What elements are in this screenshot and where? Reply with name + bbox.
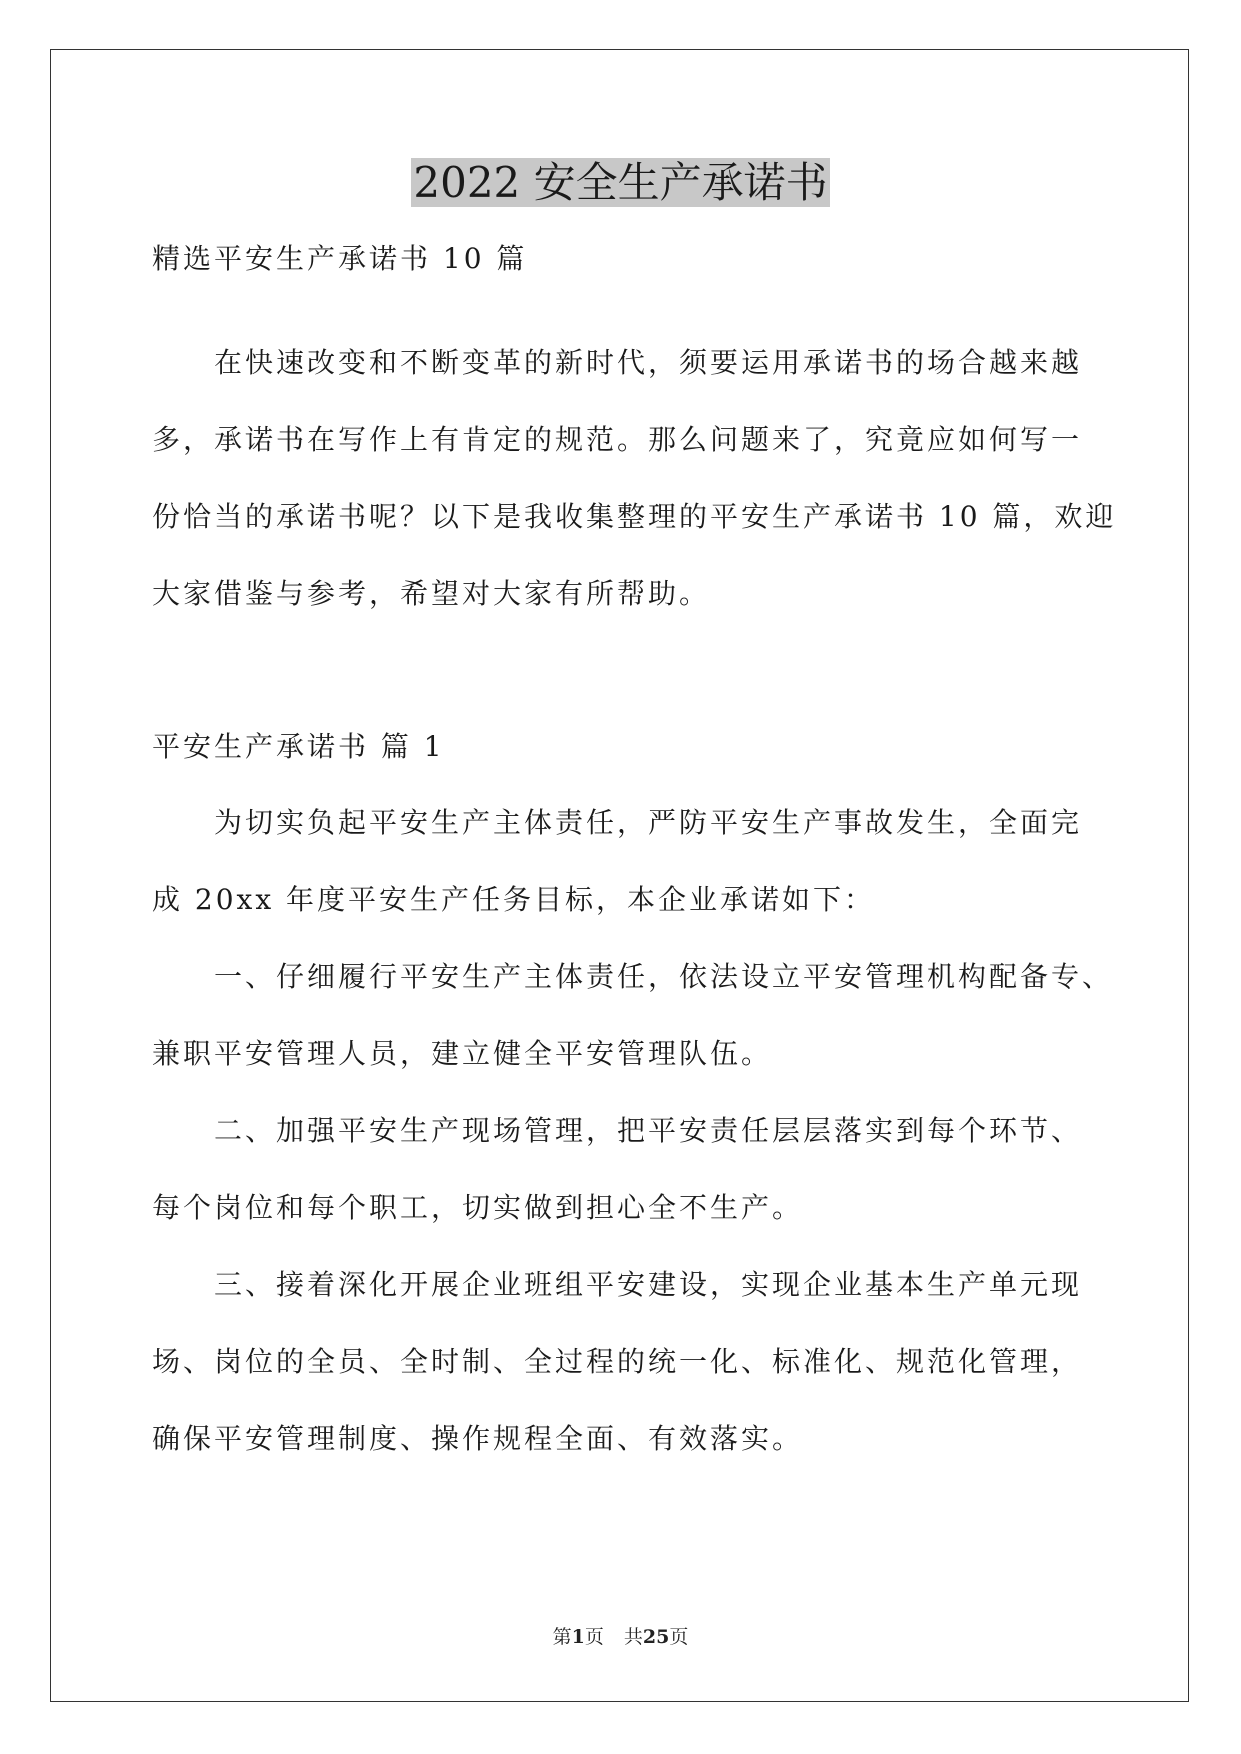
intro-paragraph-line: 份恰当的承诺书呢？以下是我收集整理的平安生产承诺书 10 篇，欢迎	[152, 500, 1117, 533]
page-unit: 页	[584, 1626, 604, 1648]
body-paragraph-line: 三、接着深化开展企业班组平安建设，实现企业基本生产单元现	[214, 1268, 1083, 1301]
body-paragraph-line: 每个岗位和每个职工，切实做到担心全不生产。	[152, 1191, 804, 1224]
section-heading: 平安生产承诺书 篇 1	[152, 730, 445, 763]
body-paragraph-line: 成 20xx 年度平安生产任务目标，本企业承诺如下：	[152, 883, 876, 916]
page-title	[0, 155, 1241, 211]
body-paragraph-line: 确保平安管理制度、操作规程全面、有效落实。	[152, 1422, 804, 1455]
intro-paragraph-line: 多，承诺书在写作上有肯定的规范。那么问题来了，究竟应如何写一	[152, 423, 1083, 456]
subtitle-line: 精选平安生产承诺书 10 篇	[152, 242, 528, 275]
body-paragraph-line: 一、仔细履行平安生产主体责任，依法设立平安管理机构配备专、	[214, 960, 1114, 993]
intro-paragraph-line: 大家借鉴与参考，希望对大家有所帮助。	[152, 577, 711, 610]
page-total: 25	[642, 1626, 670, 1648]
page-prefix: 第	[552, 1626, 572, 1648]
body-paragraph-line: 二、加强平安生产现场管理，把平安责任层层落实到每个环节、	[214, 1114, 1083, 1147]
body-paragraph-line: 为切实负起平安生产主体责任，严防平安生产事故发生，全面完	[214, 806, 1083, 839]
body-paragraph-line: 场、岗位的全员、全时制、全过程的统一化、标准化、规范化管理，	[152, 1345, 1083, 1378]
total-unit: 页	[669, 1626, 689, 1648]
page-current: 1	[571, 1626, 585, 1648]
page-footer	[0, 1624, 1241, 1650]
intro-paragraph-line: 在快速改变和不断变革的新时代，须要运用承诺书的场合越来越	[214, 346, 1083, 379]
body-paragraph-line: 兼职平安管理人员，建立健全平安管理队伍。	[152, 1037, 773, 1070]
title-highlight: 2022 安全生产承诺书	[413, 158, 828, 207]
total-prefix: 共	[623, 1626, 643, 1648]
